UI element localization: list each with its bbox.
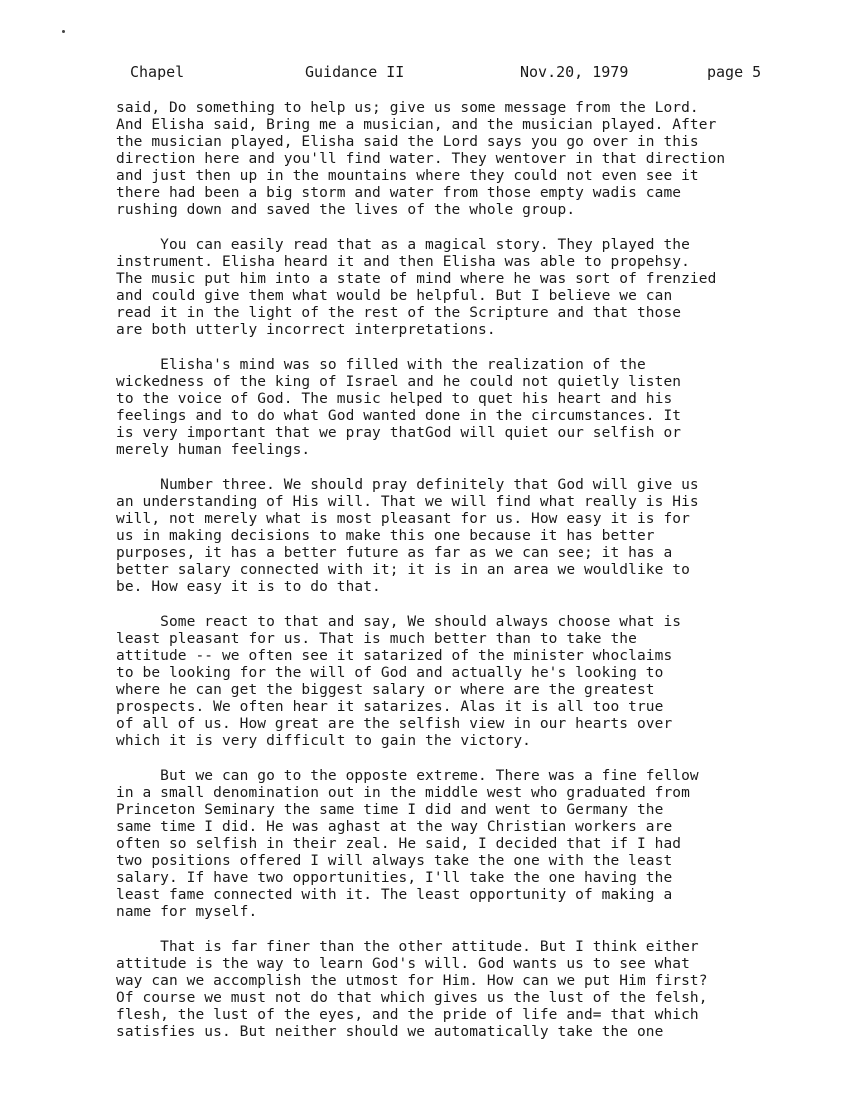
paragraph [116,237,806,339]
text-line: wickedness of the king of Israel and he could not quietly listen [116,374,682,390]
text-line: And Elisha said, Bring me a musician, and the musician played. After [116,117,717,133]
paragraph [116,100,806,219]
paragraph [116,477,806,596]
text-line: But we can go to the opposte extreme. There was a fine fellow [116,768,699,784]
body-text [116,100,806,1059]
text-line: flesh, the lust of the eyes, and the pride of life and= that which [116,1007,699,1023]
header-page-number: page 5 [707,63,762,81]
paragraph [116,939,806,1041]
text-line: direction here and you'll find water. They wentover in that direction [116,151,726,167]
text-line: merely human feelings. [116,442,311,458]
text-line: instrument. Elisha heard it and then Elisha was able to propehsy. [116,254,690,270]
text-line: name for myself. [116,904,258,920]
text-line: Some react to that and say, We should always choose what is [116,614,682,630]
text-line: The music put him into a state of mind where he was sort of frenzied [116,271,717,287]
text-line: satisfies us. But neither should we automatically take the one [116,1024,664,1040]
text-line: prospects. We often hear it satarizes. Alas it is all too true [116,699,664,715]
text-line: said, Do something to help us; give us some message from the Lord. [116,100,699,116]
text-line: same time I did. He was aghast at the way Christian workers are [116,819,673,835]
text-line: there had been a big storm and water from those empty wadis came [116,185,682,201]
text-line: to be looking for the will of God and actually he's looking to [116,665,664,681]
text-line: rushing down and saved the lives of the whole group. [116,202,576,218]
text-line: in a small denomination out in the middle west who graduated from [116,785,690,801]
header-date: Nov.20, 1979 [520,63,629,81]
text-line: and could give them what would be helpful. But I believe we can [116,288,673,304]
text-line: purposes, it has a better future as far as we can see; it has a [116,545,673,561]
text-line: Number three. We should pray definitely that God will give us [116,477,699,493]
text-line: two positions offered I will always take the one with the least [116,853,673,869]
text-line: least fame connected with it. The least opportunity of making a [116,887,673,903]
text-line: is very important that we pray thatGod will quiet our selfish or [116,425,682,441]
paragraph [116,614,806,750]
text-line: where he can get the biggest salary or where are the greatest [116,682,655,698]
text-line: feelings and to do what God wanted done in the circumstances. It [116,408,682,424]
text-line: of all of us. How great are the selfish view in our hearts over [116,716,673,732]
text-line: will, not merely what is most pleasant for us. How easy it is for [116,511,690,527]
text-line: least pleasant for us. That is much better than to take the [116,631,637,647]
text-line: attitude -- we often see it satarized of the minister whoclaims [116,648,673,664]
text-line: to the voice of God. The music helped to quet his heart and his [116,391,673,407]
paragraph [116,357,806,459]
text-line: and just then up in the mountains where they could not even see it [116,168,699,184]
header-title: Guidance II [305,63,405,81]
text-line: often so selfish in their zeal. He said, I decided that if I had [116,836,682,852]
text-line: You can easily read that as a magical story. They played the [116,237,690,253]
text-line: attitude is the way to learn God's will. God wants us to see what [116,956,690,972]
text-line: way can we accomplish the utmost for Him. How can we put Him first? [116,973,708,989]
text-line: us in making decisions to make this one because it has better [116,528,655,544]
header-course: Chapel [130,63,185,81]
text-line: Elisha's mind was so filled with the realization of the [116,357,646,373]
text-line: Of course we must not do that which gives us the lust of the felsh, [116,990,708,1006]
text-line: which it is very difficult to gain the victory. [116,733,531,749]
text-line: an understanding of His will. That we will find what really is His [116,494,699,510]
text-line: be. How easy it is to do that. [116,579,381,595]
text-line: salary. If have two opportunities, I'll take the one having the [116,870,673,886]
margin-dot [62,30,65,33]
text-line: the musician played, Elisha said the Lord says you go over in this [116,134,699,150]
text-line: Princeton Seminary the same time I did and went to Germany the [116,802,664,818]
text-line: better salary connected with it; it is in an area we wouldlike to [116,562,690,578]
text-line: are both utterly incorrect interpretations. [116,322,496,338]
paragraph [116,768,806,921]
text-line: read it in the light of the rest of the Scripture and that those [116,305,682,321]
text-line: That is far finer than the other attitude. But I think either [116,939,699,955]
